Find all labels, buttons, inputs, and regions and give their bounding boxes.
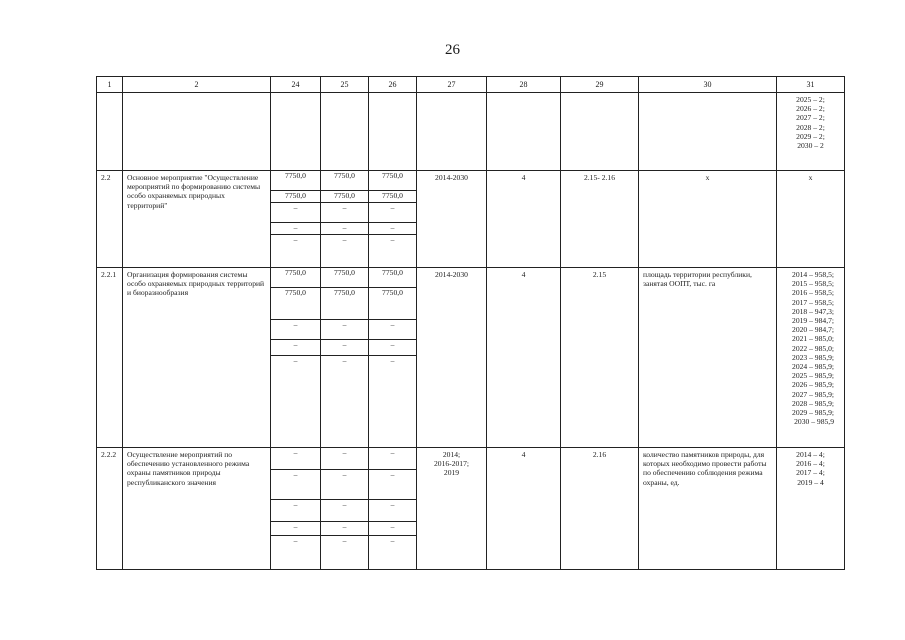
row-name: Осуществление мероприятий по обеспечению установленного режима охраны памятников природы республиканского значения xyxy=(122,447,270,569)
header-col-2: 2 xyxy=(122,76,270,92)
header-col-27: 27 xyxy=(416,76,486,92)
header-col-25: 25 xyxy=(320,76,368,92)
col25-values: 7750,0 7750,0 – – – xyxy=(320,267,368,447)
col28-value: 4 xyxy=(486,170,560,267)
table-row-2-2-2 xyxy=(96,447,845,569)
header-row xyxy=(96,76,845,92)
header-col-30: 30 xyxy=(638,76,776,92)
page-number: 26 xyxy=(445,42,460,58)
header-col-31: 31 xyxy=(776,76,845,92)
program-table xyxy=(96,76,845,570)
row-number: 2.2.1 xyxy=(96,267,122,447)
col28-value: 4 xyxy=(486,447,560,569)
period: 2014-2030 xyxy=(416,170,486,267)
header-col-28: 28 xyxy=(486,76,560,92)
col24-values: – – – – – xyxy=(270,447,320,569)
indicator-ref: 2.15 xyxy=(560,267,638,447)
col26-values: – – – – – xyxy=(368,447,416,569)
table-row-continuation xyxy=(96,92,845,170)
col25-values: 7750,0 7750,0 – – – xyxy=(320,170,368,267)
target-values-cell: 2025 – 2; 2026 – 2; 2027 – 2; 2028 – 2; 2029 – 2; 2030 – 2 xyxy=(776,92,845,170)
col24-values: 7750,0 7750,0 – – – xyxy=(270,267,320,447)
col24-values: 7750,0 7750,0 – – – xyxy=(270,170,320,267)
target-values-cell: 2014 – 4; 2016 – 4; 2017 – 4; 2019 – 4 xyxy=(776,447,845,569)
row-number: 2.2.2 xyxy=(96,447,122,569)
target-values-cell: х xyxy=(776,170,845,267)
indicator-name: площадь территории республики, занятая ООПТ, тыс. га xyxy=(638,267,776,447)
period: 2014-2030 xyxy=(416,267,486,447)
row-number: 2.2 xyxy=(96,170,122,267)
col28-value: 4 xyxy=(486,267,560,447)
period: 2014; 2016-2017; 2019 xyxy=(416,447,486,569)
col25-values: – – – – – xyxy=(320,447,368,569)
indicator-ref: 2.16 xyxy=(560,447,638,569)
row-name: Организация формирования системы особо охраняемых природных территорий и биоразнообразия xyxy=(122,267,270,447)
indicator-ref: 2.15- 2.16 xyxy=(560,170,638,267)
header-col-26: 26 xyxy=(368,76,416,92)
table-row-2-2 xyxy=(96,170,845,267)
table-row-2-2-1 xyxy=(96,267,845,447)
target-values-cell: 2014 – 958,5; 2015 – 958,5; 2016 – 958,5; 2017 – 958,5; 2018 – 947,3; 2019 – 984,7; 2020 – 984,7; 2021 – 985,0; 2022 – 985,0; 2023 – 985,9; 2024 – 985,9; 2025 – 985,9; 2026 – 985,9; 2027 – 985,9; 2028 – 985,9; 2029 – 985,9; 2030 – 985,9 xyxy=(776,267,845,447)
indicator-name: х xyxy=(638,170,776,267)
col26-values: 7750,0 7750,0 – – – xyxy=(368,267,416,447)
row-name: Основное мероприятие "Осуществление мероприятий по формированию системы особо охраняемых природных территорий" xyxy=(122,170,270,267)
table-bottom-border xyxy=(96,569,845,570)
header-col-29: 29 xyxy=(560,76,638,92)
header-col-1: 1 xyxy=(96,76,122,92)
col26-values: 7750,0 7750,0 – – – xyxy=(368,170,416,267)
header-col-24: 24 xyxy=(270,76,320,92)
indicator-name: количество памятников природы, для которых необходимо провести работы по обеспечению соблюдения режима охраны, ед. xyxy=(638,447,776,569)
